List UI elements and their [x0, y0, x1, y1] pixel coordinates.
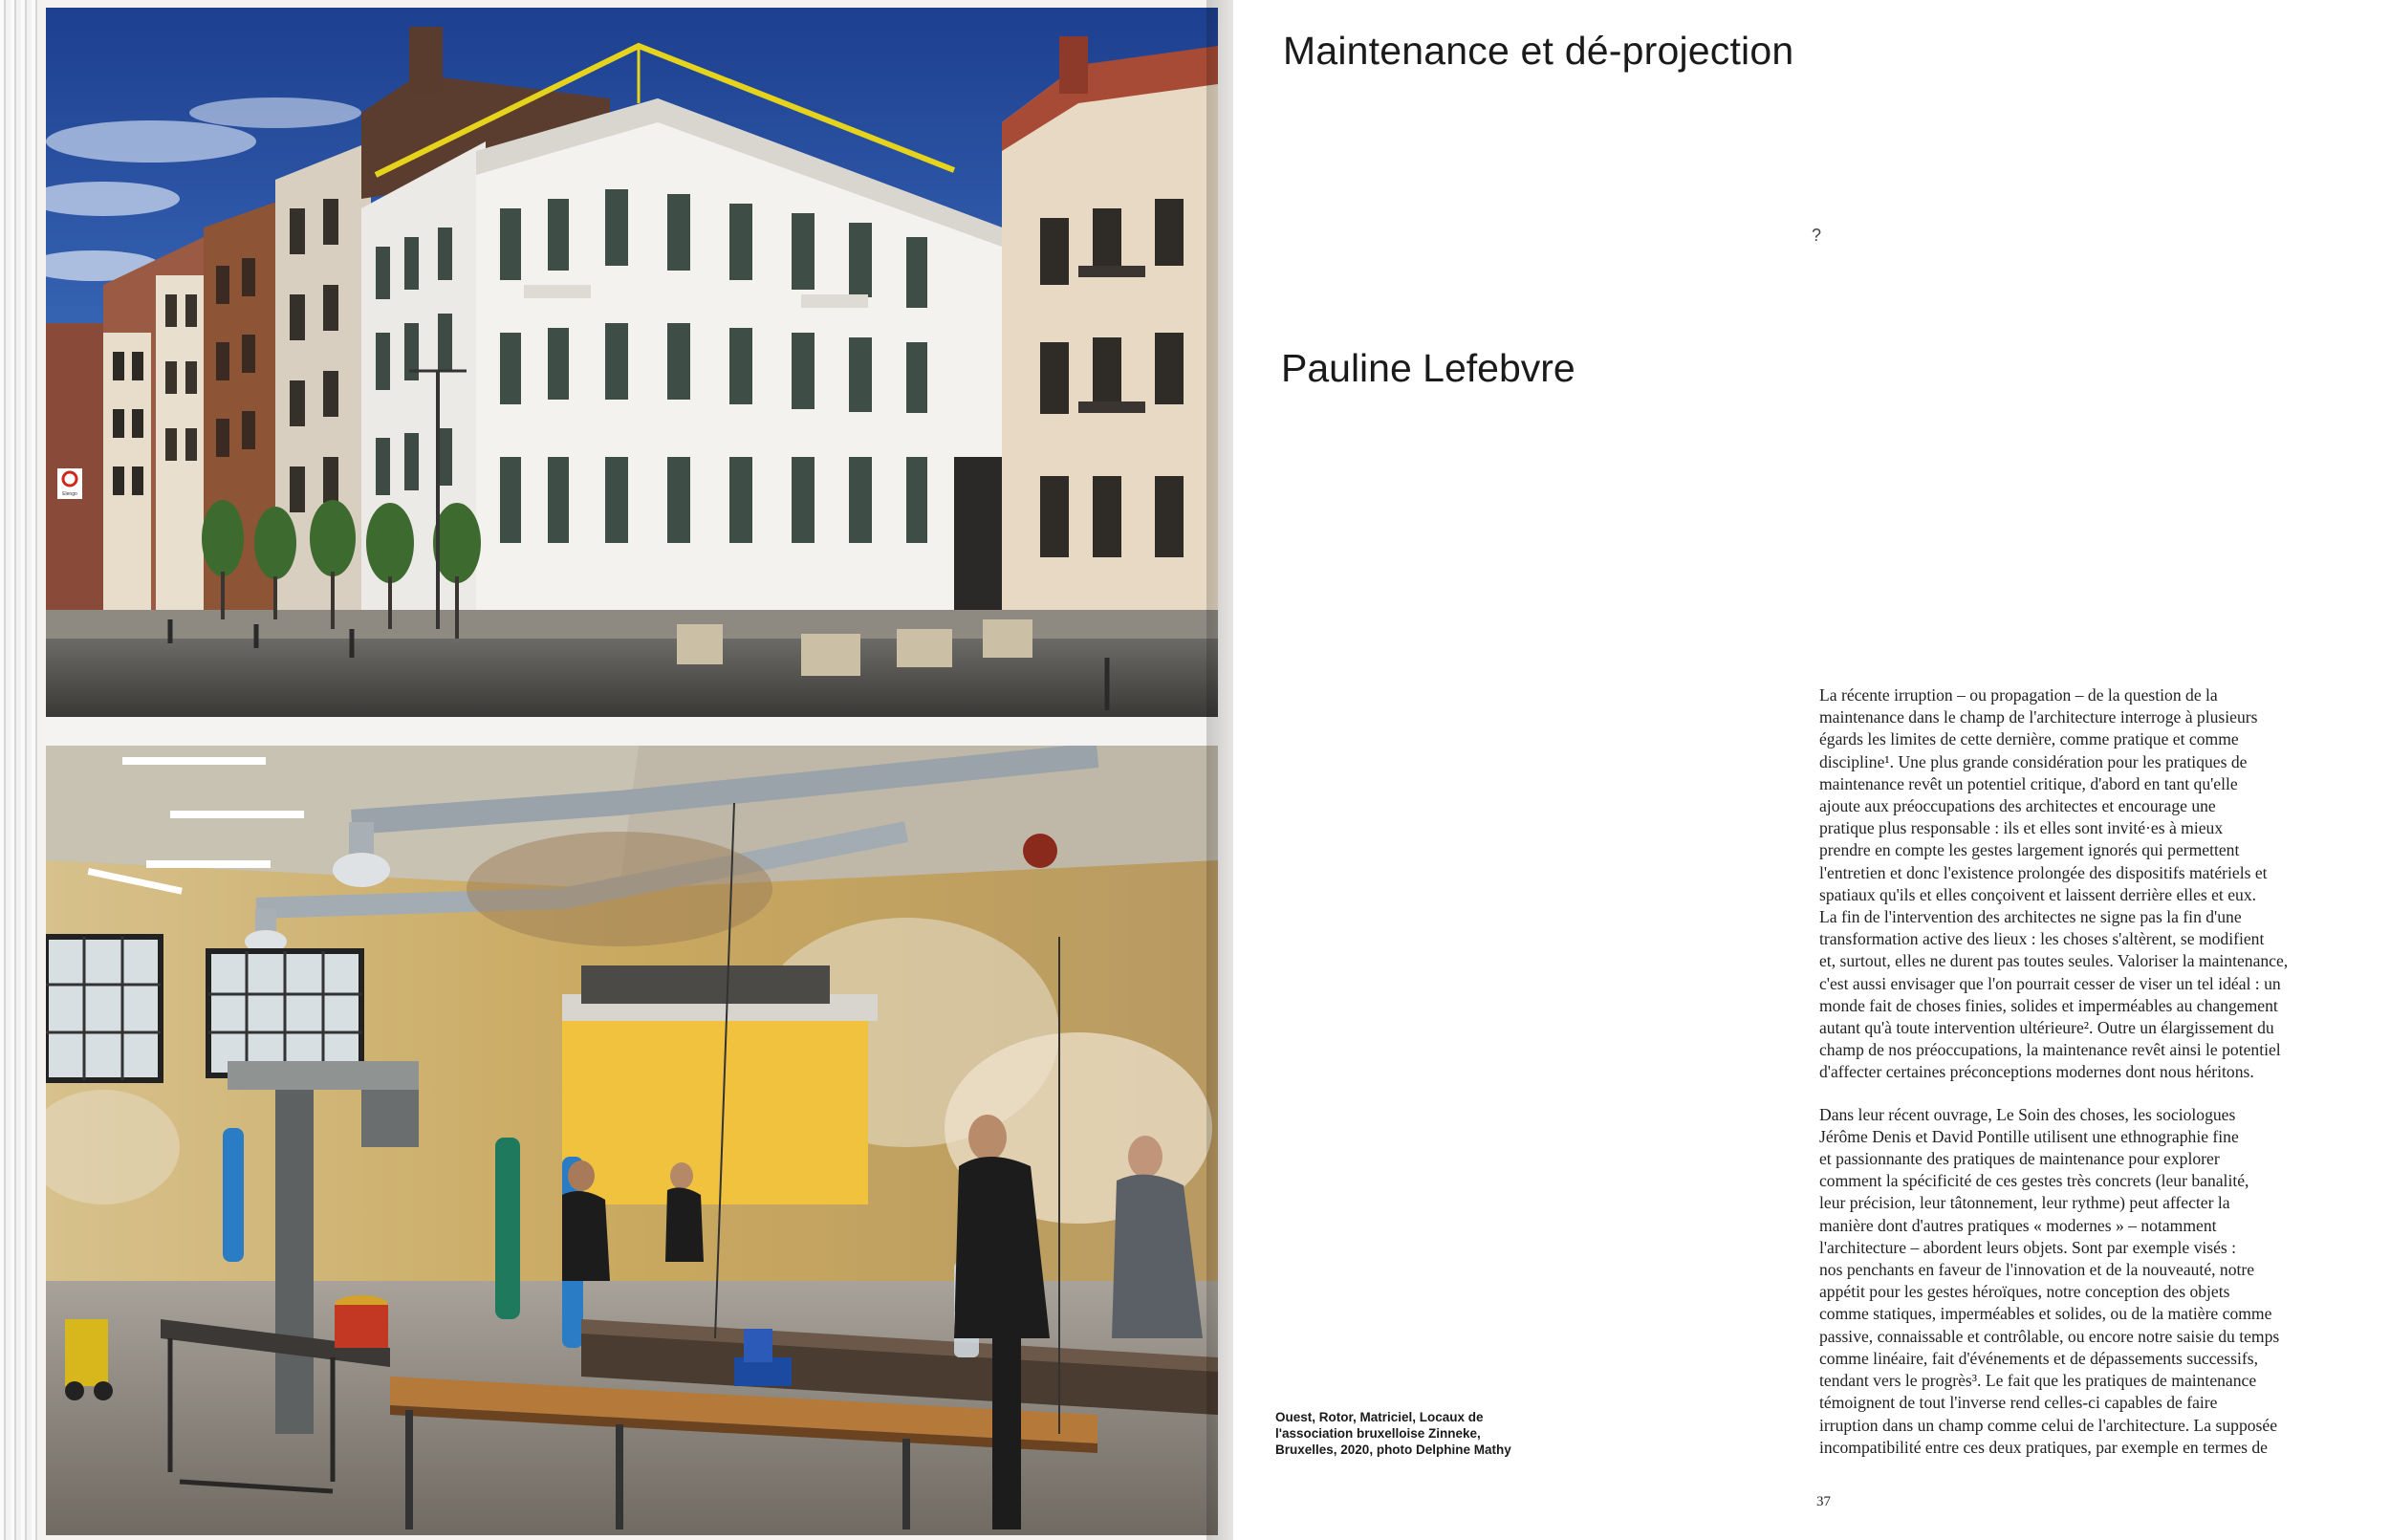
text-line: tendant vers le progrès³. Le fait que les pratiques de maintenance	[1819, 1371, 2257, 1391]
text-line: manière dont d'autres pratiques « modernes » – notamment	[1819, 1215, 2217, 1235]
paragraph-2	[1819, 1104, 2355, 1459]
text-line: nos penchants en faveur de l'innovation et de la nouveauté, notre	[1819, 1260, 2255, 1280]
caption-line: Bruxelles, 2020, photo Delphine Mathy	[1275, 1442, 1511, 1457]
right-page	[1233, 0, 2390, 1540]
text-line: l'architecture – abordent leurs objets. Sont par exemple visés :	[1819, 1237, 2237, 1257]
author-name: Pauline Lefebvre	[1281, 346, 1575, 390]
text-line: d'affecter certaines préconceptions modernes dont nous héritons.	[1819, 1062, 2254, 1082]
caption-line: Ouest, Rotor, Matriciel, Locaux de	[1275, 1410, 1484, 1424]
text-line: autant qu'à toute intervention ultérieure². Outre un élargissement du	[1819, 1018, 2274, 1038]
page-number: 37	[1816, 1494, 1831, 1509]
text-line: prendre en compte les gestes largement ignorés qui permettent	[1819, 840, 2240, 860]
text-line: égards les limites de cette dernière, comme pratique et comme	[1819, 729, 2239, 749]
text-line: ajoute aux préoccupations des architectes et encourage une	[1819, 796, 2216, 816]
text-line: leur précision, leur tâtonnement, leur rythme) peut affecter la	[1819, 1193, 2230, 1213]
photo-caption	[1275, 1409, 1562, 1458]
workshop-photo	[46, 746, 1218, 1535]
text-line: incompatibilité entre ces deux pratiques, par exemple en termes de	[1819, 1437, 2268, 1457]
paragraph-1	[1819, 684, 2355, 1084]
text-line: et, surtout, elles ne durent pas toutes seules. Valoriser la maintenance,	[1819, 951, 2289, 971]
essay-body	[1819, 684, 2355, 1479]
text-line: c'est aussi envisager que l'on pourrait cesser de viser un tel idéal : un	[1819, 973, 2281, 993]
text-line: et passionnante des pratiques de maintenance pour explorer	[1819, 1149, 2220, 1169]
building-facade-photo	[46, 8, 1218, 717]
text-line: irruption dans un champ comme celui de l'architecture. La supposée	[1819, 1415, 2278, 1435]
text-line: maintenance revêt un potentiel critique, d'abord en tant qu'elle	[1819, 773, 2238, 793]
text-line: appétit pour les gestes héroïques, notre conception des objets	[1819, 1282, 2230, 1302]
caption-line: l'association bruxelloise Zinneke,	[1275, 1426, 1481, 1441]
text-line: maintenance dans le champ de l'architecture interroge à plusieurs	[1819, 707, 2258, 727]
stray-mark: ?	[1812, 226, 1822, 245]
text-line: discipline¹. Une plus grande considération pour les pratiques de	[1819, 751, 2248, 771]
text-line: monde fait de choses finies, solides et imperméables au changement	[1819, 995, 2278, 1015]
essay-title: Maintenance et dé-projection	[1283, 29, 1794, 73]
text-line: La récente irruption – ou propagation – de la question de la	[1819, 685, 2218, 705]
text-line: comme statiques, imperméables et solides, ou de la matière comme	[1819, 1304, 2272, 1324]
text-line: l'entretien et donc l'existence prolongée des dispositifs matériels et	[1819, 862, 2268, 882]
text-line: Dans leur récent ouvrage, Le Soin des choses, les sociologues	[1819, 1104, 2236, 1124]
text-line: pratique plus responsable : ils et elles sont invité·es à mieux	[1819, 818, 2224, 838]
text-line: passive, connaissable et contrôlable, ou encore notre saisie du temps	[1819, 1326, 2280, 1346]
text-line: comme linéaire, fait d'événements et de dépassements successifs,	[1819, 1348, 2258, 1368]
text-line: champ de nos préoccupations, la maintenance revêt ainsi le potentiel	[1819, 1040, 2281, 1060]
text-line: comment la spécificité de ces gestes très concrets (leur banalité,	[1819, 1171, 2249, 1191]
sign-text: Elengo	[62, 491, 77, 497]
text-line: La fin de l'intervention des architectes ne signe pas la fin d'une	[1819, 907, 2242, 927]
page-edge	[0, 0, 40, 1540]
text-line: spatiaux qu'ils et elles conçoivent et laissent derrière elles et eux.	[1819, 884, 2257, 904]
text-line: transformation active des lieux : les choses s'altèrent, se modifient	[1819, 929, 2265, 949]
text-line: témoignent de tout l'inverse rend celles-ci capables de faire	[1819, 1393, 2218, 1413]
text-line: Jérôme Denis et David Pontille utilisent une ethnographie fine	[1819, 1126, 2239, 1146]
